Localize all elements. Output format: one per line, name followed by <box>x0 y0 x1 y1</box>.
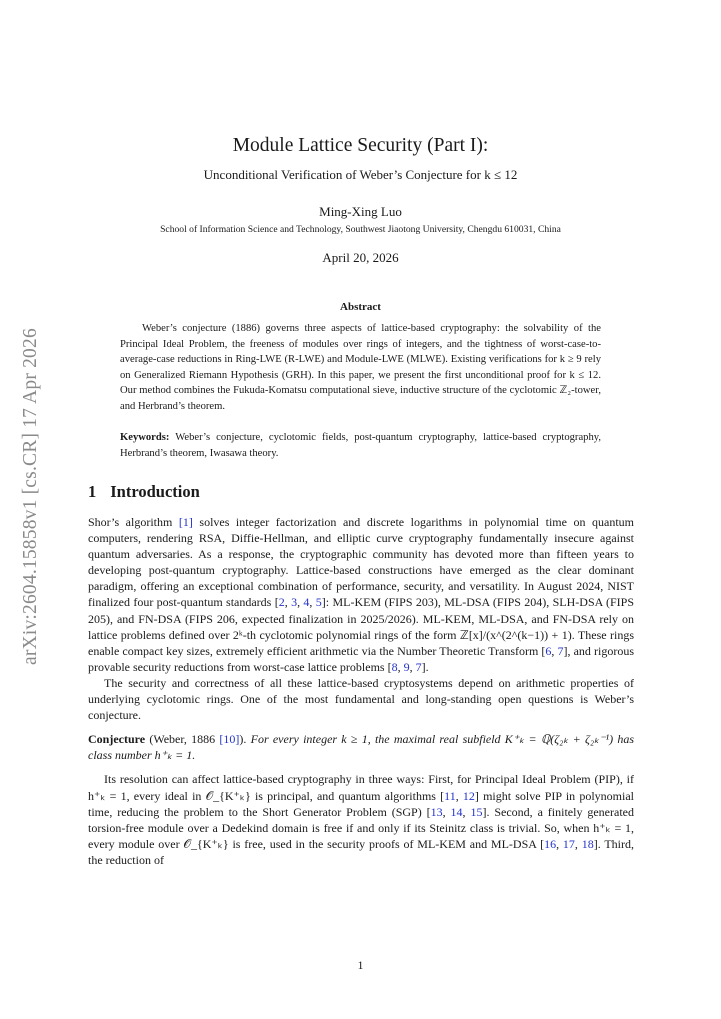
abstract-text: Weber’s conjecture (1886) governs three aspects of lattice-based cryptography: the solvability of the Principal Ideal Problem, the freeness of modules over rings of integers, and the tightness of worst-case-to-average-case reductions in Ring-LWE (R-LWE) and Module-LWE (MLWE). Existing verifications for k ≥ 9 rely on Generalized Riemann Hypothesis (GRH). In this paper, we present the first unconditional proof for k ≤ 12. Our method combines the Fukuda-Komatsu computational sieve, inductive structure of the cyclotomic ℤ₂-tower, and Herbrand’s theorem. <box>120 323 601 412</box>
citation-link[interactable]: 13 <box>430 804 443 819</box>
paper-subtitle: Unconditional Verification of Weber’s Conjecture for k ≤ 12 <box>203 167 518 182</box>
paragraph-1 <box>88 514 634 675</box>
paragraph-text: , <box>397 659 404 674</box>
citation-link[interactable]: 8 <box>391 659 398 674</box>
paragraph-text: ] <box>482 804 487 819</box>
citation-link[interactable]: 9 <box>403 659 410 674</box>
page-number: 1 <box>357 958 364 972</box>
paragraph-text: [ <box>274 595 279 610</box>
author-name: Ming-Xing Luo <box>319 204 402 219</box>
paragraph-text: ] <box>474 788 479 803</box>
citation-link[interactable]: 7 <box>557 643 564 658</box>
paragraph-text: . Second, a finitely generated torsion-free module over a Dedekind domain is free if and only if its Steinitz class is trivial. So, when h⁺ₖ = 1, every module over 𝒪_{K⁺ₖ} is free, used in the security proofs of ML-KEM and ML-DSA <box>88 804 634 851</box>
paragraph-text: , <box>556 836 563 851</box>
paragraph-text: [ <box>426 804 431 819</box>
citation-link[interactable]: 2 <box>278 595 285 610</box>
paragraph-text: , <box>309 595 316 610</box>
citation-link[interactable]: 4 <box>303 595 310 610</box>
section-number: 1 <box>88 482 97 501</box>
citation-link[interactable]: 5 <box>315 595 322 610</box>
paper-title: Module Lattice Security (Part I): <box>232 135 489 156</box>
paper-date: April 20, 2026 <box>322 250 399 265</box>
conjecture-label: Conjecture <box>88 732 146 747</box>
paragraph-2: The security and correctness of all these lattice-based cryptosystems depend on arithmetic properties of underlying cyclotomic rings. One of the most fundamental and long-standing open questions is Weber’s conjecture. <box>88 675 634 723</box>
keywords-label: Keywords: <box>120 432 170 443</box>
citation-link[interactable]: [10] <box>219 732 240 747</box>
citation-link[interactable]: 14 <box>450 804 463 819</box>
conjecture-close: ). <box>239 732 251 747</box>
citation-link[interactable]: 17 <box>562 836 575 851</box>
paragraph-text: ] <box>563 643 568 658</box>
paragraph-text: Its resolution can affect lattice-based cryptography in three ways: First, for Principal Ideal Problem (PIP), if h⁺ₖ = 1, every ideal in 𝒪_{K⁺ₖ} is principal, and quantum algorithms <box>88 772 634 803</box>
paragraph-text: [ <box>440 788 445 803</box>
paragraph-3 <box>88 771 634 868</box>
citation-link[interactable]: 16 <box>544 836 557 851</box>
paragraph-text: Shor’s algorithm <box>88 515 179 529</box>
paragraph-text: , <box>442 804 451 819</box>
arxiv-identifier: arXiv:2604.15858v1 [cs.CR] 17 Apr 2026 <box>20 328 41 665</box>
paragraph-text: , <box>284 595 292 610</box>
paragraph-text: [ <box>387 659 392 674</box>
paragraph-text: might solve PIP in polynomial time, reducing the problem to the Short Generator Problem (SGP) <box>88 788 635 819</box>
citation-link[interactable]: 18 <box>581 836 594 851</box>
citation-link[interactable]: 7 <box>415 659 422 674</box>
section-body <box>88 514 634 868</box>
paragraph-text: , <box>574 836 582 851</box>
paragraph-text: , <box>297 595 304 610</box>
paragraph-text: ] <box>421 659 426 674</box>
author-affiliation: School of Information Science and Technology, Southwest Jiaotong University, Chengdu 610031, China <box>160 224 561 235</box>
paragraph-text: solves integer factorization and discrete logarithms in polynomial time on quantum computers, rendering RSA, Diffie-Hellman, and elliptic curve cryptography fundamentally insecure against quantum adversaries. As a response, the cryptographic community has devoted more than fifteen years to developing post-quantum cryptography. Lattice-based constructions have emerged as the clear dominant paradigm, offering an exceptional combination of performance, security, and versatility. In August 2024, NIST finalized four post-quantum standards <box>88 515 635 610</box>
citation-link[interactable]: 11 <box>444 788 456 803</box>
citation-link[interactable]: 6 <box>545 643 552 658</box>
conjecture-statement: For every integer k ≥ 1, the maximal real subfield K⁺ₖ = ℚ(ζ₂ₖ + ζ₂ₖ⁻¹) has class number h⁺ₖ = 1. <box>88 732 634 763</box>
paragraph-text: , <box>462 804 471 819</box>
section-heading <box>88 482 200 502</box>
paragraph-text: ] <box>321 595 326 610</box>
paragraph-text: , <box>409 659 416 674</box>
paragraph-text: , and rigorous provable security reductions from worst-case lattice problems <box>88 643 635 674</box>
conjecture-source: (Weber, 1886 <box>145 732 220 747</box>
paragraph-text: , <box>551 643 558 658</box>
paragraph-text: : ML-KEM (FIPS 203), ML-DSA (FIPS 204), SLH-DSA (FIPS 205), and FN-DSA (FIPS 206, expected finalization in 2025/2026). ML-KEM, ML-DSA, and FN-DSA rely on lattice problems defined over 2ᵏ-th cyclotomic polynomial rings of the form ℤ[x]/(x^(2^(k−1)) + 1). These rings enable compact key sizes, extremely efficient arithmetic via the Number Theoretic Transform <box>88 595 634 658</box>
paragraph-text: ] <box>593 836 598 851</box>
paragraph-text: [ <box>541 643 546 658</box>
paragraph-text: , <box>455 788 463 803</box>
citation-link[interactable]: 15 <box>470 804 483 819</box>
paragraph-text: [ <box>540 836 545 851</box>
abstract-heading: Abstract <box>340 301 381 313</box>
citation-link[interactable]: 12 <box>462 788 475 803</box>
keywords <box>120 430 601 461</box>
citation-link[interactable]: 3 <box>291 595 298 610</box>
keywords-text: Weber’s conjecture, cyclotomic fields, post-quantum cryptography, lattice-based cryptography, Herbrand’s theorem, Iwasawa theory. <box>120 432 601 459</box>
paragraph-text: . Third, the reduction of <box>88 836 635 867</box>
citation-link[interactable]: [1] <box>178 515 193 529</box>
section-title: Introduction <box>110 482 200 501</box>
abstract-body <box>120 321 601 414</box>
paragraph-text: . <box>425 659 429 674</box>
conjecture <box>88 731 634 763</box>
